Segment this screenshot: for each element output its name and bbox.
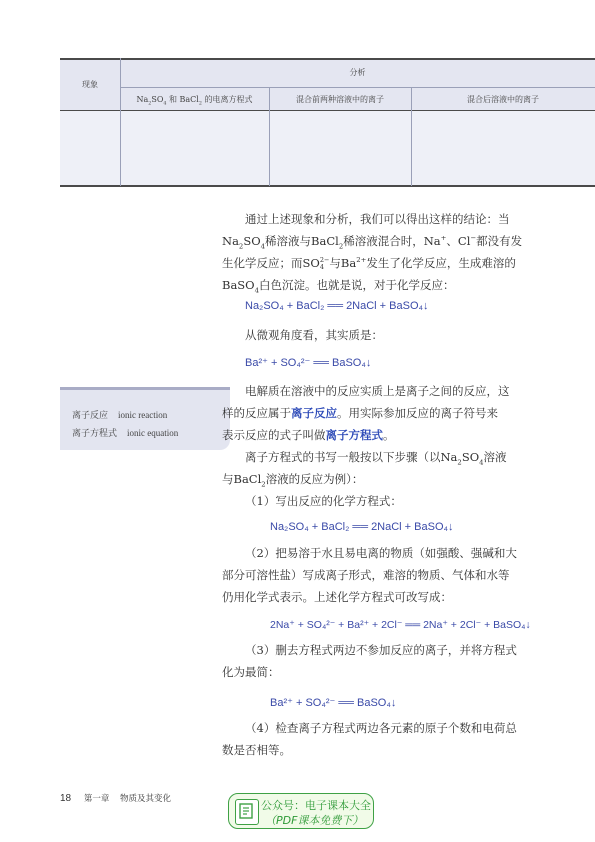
table-analysis-rule — [120, 87, 595, 88]
step-4 — [222, 717, 532, 761]
table-cell-empty — [120, 111, 269, 186]
page-footer — [60, 792, 171, 804]
paragraph-line: （3）删去方程式两边不参加反应的离子，并将方程式 — [245, 643, 517, 657]
chapter-label: 第一章 — [83, 794, 110, 804]
analysis-table — [60, 58, 595, 188]
step-2 — [222, 542, 532, 608]
paragraph-line: 数是否相等。 — [222, 743, 291, 757]
paragraph-line: 表示反应的式子叫做离子方程式。 — [222, 428, 395, 442]
full-ionic-equation: 2Na⁺ + SO₄²⁻ + Ba²⁺ + 2Cl⁻ ══ 2Na⁺ + 2Cl⁻ + BaSO₄↓ — [270, 619, 531, 631]
micro-view-line: 从微观角度看，其实质是： — [245, 328, 383, 342]
glossary-term-ionic-reaction: 离子反应 ionic reaction — [72, 410, 168, 421]
header-analysis-label: 分析 — [349, 68, 366, 77]
table-header-analysis — [120, 58, 595, 87]
paragraph-line: 部分可溶性盐）写成离子形式，难溶的物质、气体和水等 — [222, 568, 510, 582]
table-subheader-ions-before — [269, 87, 411, 111]
chapter-title: 物质及其变化 — [120, 794, 172, 804]
conclusion-paragraph — [222, 208, 532, 296]
subheader-ions-before-label: 混合前两种溶液中的离子 — [296, 94, 384, 104]
table-divider — [269, 87, 270, 186]
watermark-badge — [228, 793, 374, 829]
table-bottom-rule — [60, 185, 595, 187]
table-header-phenomenon — [60, 58, 120, 111]
step-3 — [222, 639, 532, 683]
paragraph-line: 离子方程式的书写一般按以下步骤（以$Na_2SO_4$溶液 — [245, 450, 507, 467]
subheader-equation-label: $Na_2SO_4$ 和 BaCl$_2$ 的电离方程式 — [136, 94, 253, 107]
table-subheader-ions-after — [411, 87, 595, 111]
table-divider — [120, 58, 121, 186]
keyword-ionic-equation: 离子方程式 — [325, 428, 383, 442]
table-divider — [411, 87, 412, 186]
paragraph-line: 与BaCl$_2$溶液的反应为例）： — [222, 472, 364, 489]
ionic-equation-1: Ba²⁺ + SO₄²⁻ ══ BaSO₄↓ — [245, 357, 372, 369]
paragraph-line: 仍用化学式表示。上述化学方程式可改写成： — [222, 590, 452, 604]
table-cell-empty — [411, 111, 595, 186]
definition-paragraph — [222, 380, 532, 446]
paragraph-line: 样的反应属于离子反应。用实际参加反应的离子符号来 — [222, 406, 498, 420]
paragraph-line: （2）把易溶于水且易电离的物质（如强酸、强碱和大 — [245, 546, 517, 560]
header-phenomenon-label: 现象 — [82, 80, 98, 89]
table-top-rule — [60, 58, 595, 60]
book-icon — [235, 799, 259, 825]
keyword-ionic-reaction: 离子反应 — [291, 406, 337, 420]
table-subheader-equation — [120, 87, 269, 111]
table-cell-empty — [269, 111, 411, 186]
watermark-line-2: （PDF课本免费下） — [265, 814, 364, 827]
paragraph-line: 电解质在溶液中的反应实质上是离子之间的反应，这 — [245, 384, 510, 398]
watermark-line-1: 公众号：电子课本大全 — [261, 799, 371, 812]
paragraph-line: 通过上述现象和分析，我们可以得出这样的结论：当 — [245, 212, 510, 226]
page-number: 18 — [60, 793, 72, 804]
table-cell-empty — [60, 111, 120, 186]
paragraph-line: 化为最简： — [222, 665, 280, 679]
steps-intro-paragraph — [222, 446, 532, 490]
step-1: （1）写出反应的化学方程式： — [245, 494, 402, 508]
glossary-term-ionic-equation: 离子方程式 ionic equation — [72, 428, 179, 439]
paragraph-line: （4）检查离子方程式两边各元素的原子个数和电荷总 — [245, 721, 517, 735]
chemical-equation-2: Na₂SO₄ + BaCl₂ ══ 2NaCl + BaSO₄↓ — [270, 521, 454, 533]
paragraph-line: $Na_2SO_4$稀溶液与BaCl$_2$稀溶液混合时，Na+、Cl−都没有发 — [222, 234, 523, 251]
table-header-rule — [60, 110, 595, 111]
glossary-sidebar — [60, 387, 230, 450]
paragraph-line: 生化学反应；而SO 2− 4 与$Ba^{2+}$发生了化学反应，生成难溶的 — [222, 256, 516, 271]
simplified-ionic-equation: Ba²⁺ + SO₄²⁻ ══ BaSO₄↓ — [270, 697, 397, 709]
chemical-equation-1: Na₂SO₄ + BaCl₂ ══ 2NaCl + BaSO₄↓ — [245, 300, 429, 312]
paragraph-line: BaSO$_4$白色沉淀。也就是说，对于化学反应： — [222, 278, 455, 295]
subheader-ions-after-label: 混合后溶液中的离子 — [467, 94, 539, 104]
